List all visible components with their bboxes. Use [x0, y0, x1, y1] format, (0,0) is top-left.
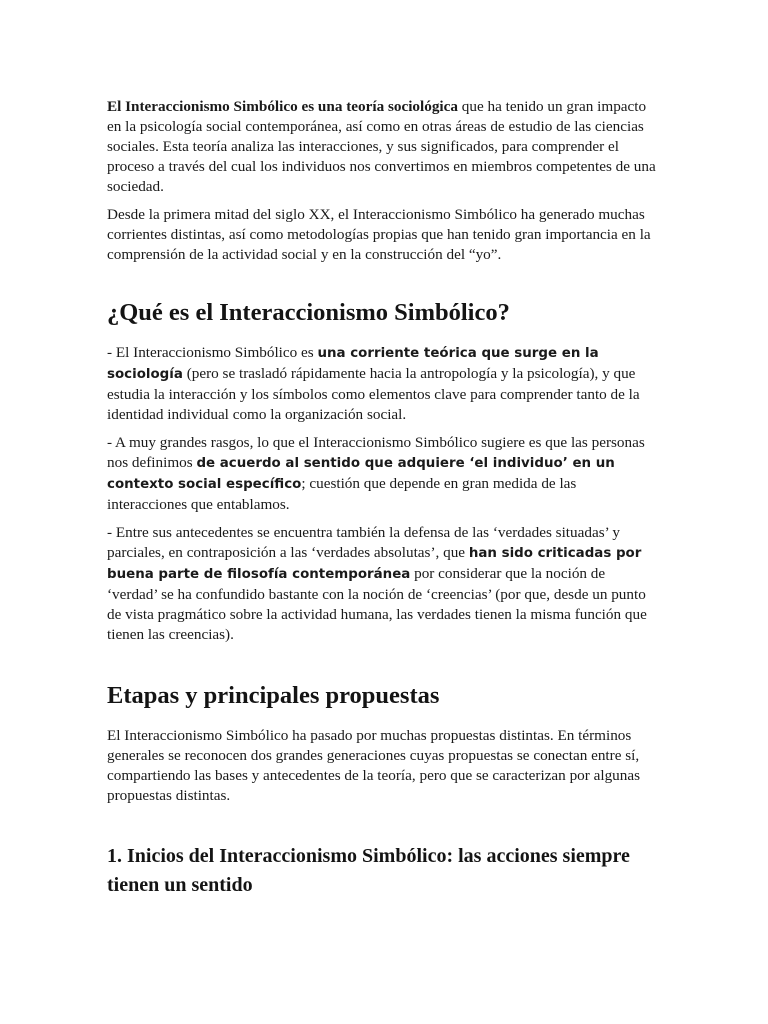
heading-inicios: 1. Inicios del Interaccionismo Simbólico: las acciones siempre tienen un sentido: [107, 845, 630, 896]
bullet-1-text-a: - El Interaccionismo Simbólico es: [107, 344, 318, 361]
intro-paragraph-1-text: que ha tenido un gran impacto en la psicología social contemporánea, así como en otras áreas de estudio de las ciencias sociales. Esta teoría analiza las interacciones, y sus significados, para comprender el proceso a través del cual los individuos nos convertimos en miembros competentes de una sociedad.: [107, 98, 656, 195]
bullet-3-text-c: por considerar que la noción de ‘verdad’ se ha confundido bastante con la noción de ‘creencias’ (por que, desde un punto de vista pragmático sobre la actividad humana, las verdades tienen la misma función que tienen las creencias).: [107, 565, 647, 643]
etapas-paragraph: El Interaccionismo Simbólico ha pasado por muchas propuestas distintas. En términos generales se reconocen dos grandes generaciones cuyas propuestas se conectan entre sí, compartiendo las bases y antecedentes de la teoría, pero que se caracterizan por algunas propuestas distintas.: [107, 727, 641, 804]
bullet-2-text-a: - A muy grandes rasgos, lo que el Interaccionismo Simbólico sugiere es que las personas nos definimos: [107, 434, 645, 471]
heading-etapas: Etapas y principales propuestas: [107, 682, 440, 709]
definition-bullet-2: [107, 433, 659, 515]
definition-bullet-3: [107, 523, 659, 645]
heading-que-es: ¿Qué es el Interaccionismo Simbólico?: [107, 299, 510, 326]
intro-bold-phrase: El Interaccionismo Simbólico es una teoría sociológica: [107, 98, 458, 115]
bullet-1-bold: una corriente teórica que surge en la sociología: [107, 346, 599, 382]
definition-bullet-1: [107, 343, 659, 425]
bullet-3-text-a: - Entre sus antecedentes se encuentra también la defensa de las ‘verdades situadas’ y parciales, en contraposición a las ‘verdades absolutas’, que: [107, 524, 620, 561]
intro-paragraph-1: [107, 97, 659, 197]
bullet-1-text-c: (pero se trasladó rápidamente hacia la antropología y la psicología), y que estudia la interacción y los símbolos como elementos clave para comprender tanto de la identidad individual como la organización social.: [107, 365, 640, 423]
bullet-2-bold: de acuerdo al sentido que adquiere ‘el individuo’ en un contexto social específico: [107, 456, 615, 492]
document-page: [107, 97, 659, 900]
bullet-2-text-c: ; cuestión que depende en gran medida de las interacciones que entablamos.: [107, 475, 577, 513]
intro-paragraph-2: Desde la primera mitad del siglo XX, el Interaccionismo Simbólico ha generado muchas corrientes distintas, así como metodologías propias que han tenido gran importancia en la comprensión de la actividad social y en la construcción del “yo”.: [107, 206, 651, 263]
bullet-3-bold: han sido criticadas por buena parte de filosofía contemporánea: [107, 546, 642, 582]
